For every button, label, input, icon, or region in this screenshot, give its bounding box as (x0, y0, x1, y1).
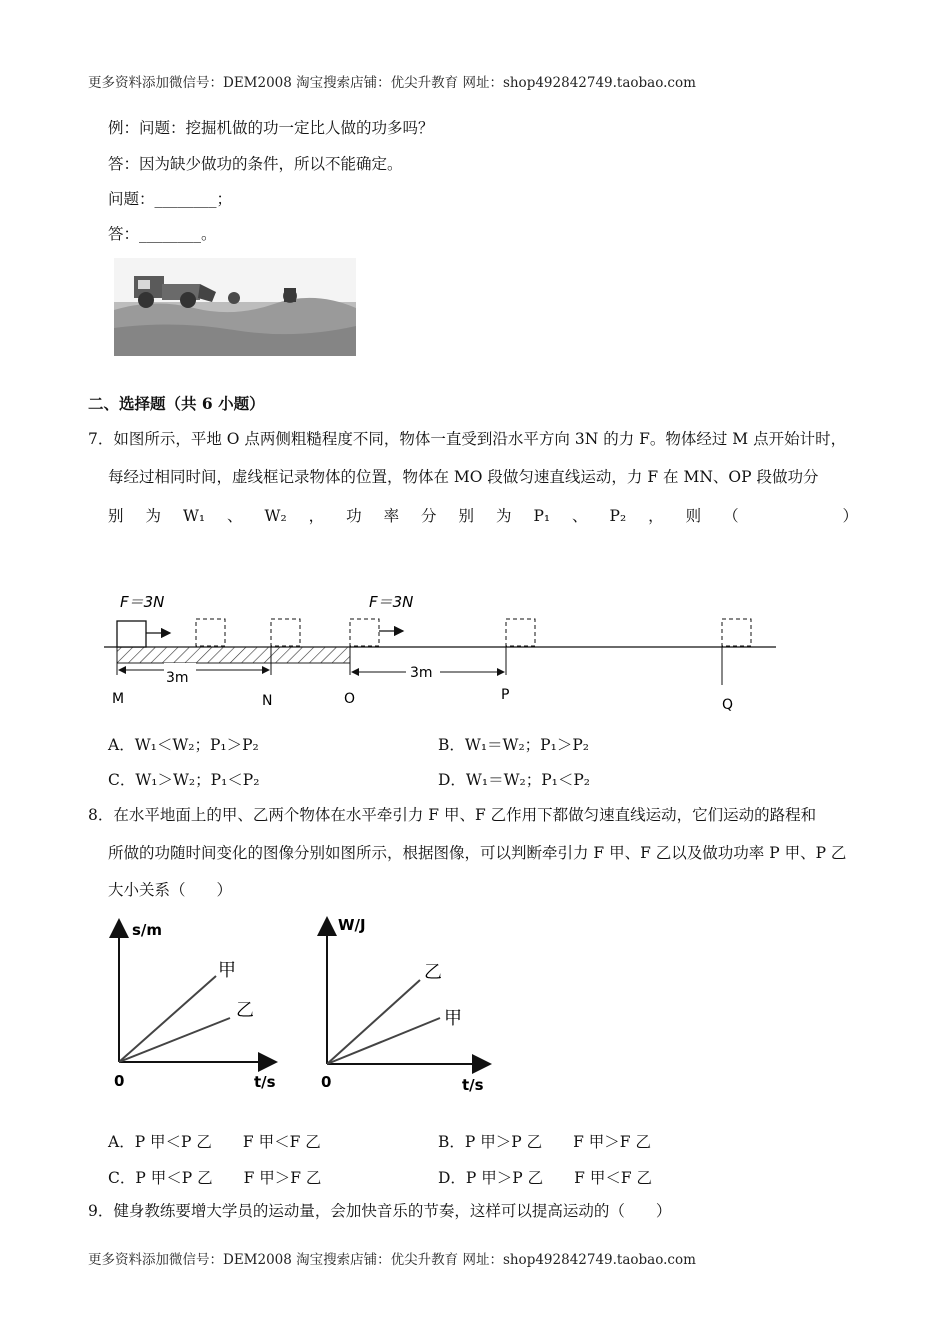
q8-line2: 所做的功随时间变化的图像分别如图所示，根据图像，可以判断牵引力 F 甲、F 乙以及做功功率 P 甲、P 乙 (108, 844, 847, 862)
q7-option-a[interactable]: A．W₁＜W₂；P₁＞P₂ (108, 736, 259, 754)
distance-label-2: 3m (410, 665, 433, 681)
rough-surface (117, 647, 350, 663)
q7-line2: 每经过相同时间，虚线框记录物体的位置，物体在 MO 段做匀速直线运动，力 F 在 MN、OP 段做功分 (108, 468, 819, 486)
force-label-2: F＝3N (369, 593, 414, 611)
dashed-box (271, 619, 300, 646)
point-Q: Q (722, 697, 734, 713)
xlabel: t/s (254, 1073, 276, 1091)
q8-option-a[interactable]: A．P 甲＜P 乙 F 甲＜F 乙 (108, 1133, 321, 1151)
q8-option-d[interactable]: D．P 甲＞P 乙 F 甲＜F 乙 (438, 1169, 653, 1187)
page-header: 更多资料添加微信号：DEM2008 淘宝搜索店铺：优尖升教育 网址：shop492842749.taobao.com (88, 75, 696, 91)
series-label-jia: 甲 (218, 960, 236, 981)
point-O: O (344, 691, 356, 707)
q8-graph-wt (312, 912, 502, 1094)
line-yi (119, 1018, 230, 1062)
series-label-jia: 甲 (444, 1008, 462, 1029)
q9-line1: 9．健身教练要增大学员的运动量，会加快音乐的节奏，这样可以提高运动的（ ） (88, 1202, 672, 1220)
example-question: 例：问题：挖掘机做的功一定比人做的功多吗？ (108, 119, 434, 137)
origin-label: 0 (321, 1073, 332, 1091)
point-M: M (112, 691, 125, 707)
q7-option-d[interactable]: D．W₁＝W₂；P₁＜P₂ (438, 771, 591, 789)
point-N: N (262, 693, 273, 709)
excavator-photo (114, 258, 356, 356)
section-title: 二、选择题（共 6 小题） (88, 394, 265, 413)
q8-line1: 8．在水平地面上的甲、乙两个物体在水平牵引力 F 甲、F 乙作用下都做匀速直线运动，它们运动的路程和 (88, 806, 817, 824)
dashed-box (506, 619, 535, 646)
example-answer: 答：因为缺少做功的条件，所以不能确定。 (108, 155, 403, 173)
q8-option-c[interactable]: C．P 甲＜P 乙 F 甲＞F 乙 (108, 1169, 322, 1187)
point-P: P (501, 687, 510, 703)
q7-line3: 别 为 W₁ 、 W₂ ， 功 率 分 别 为 P₁ 、 P₂ ， 则 （ ） (108, 507, 858, 525)
q8-line3: 大小关系（ ） (108, 881, 233, 899)
q7-line1: 7．如图所示，平地 O 点两侧粗糙程度不同，物体一直受到沿水平方向 3N 的力 F。物体经过 M 点开始计时， (88, 430, 847, 448)
origin-label: 0 (114, 1072, 125, 1090)
block (117, 621, 146, 647)
line-yi (327, 980, 420, 1064)
q7-option-b[interactable]: B．W₁＝W₂；P₁＞P₂ (438, 736, 589, 754)
line-jia (327, 1018, 440, 1064)
series-label-yi: 乙 (424, 962, 442, 983)
q8-option-b[interactable]: B．P 甲＞P 乙 F 甲＞F 乙 (438, 1133, 651, 1151)
force-label-1: F＝3N (120, 593, 165, 611)
dashed-box (196, 619, 225, 646)
blank-question: 问题：________； (108, 190, 233, 208)
q7-option-c[interactable]: C．W₁＞W₂；P₁＜P₂ (108, 771, 260, 789)
series-label-yi: 乙 (236, 1000, 254, 1021)
line-jia (119, 976, 216, 1062)
q7-figure (104, 585, 794, 715)
xlabel: t/s (462, 1076, 484, 1094)
dashed-box (350, 619, 379, 646)
ylabel: W/J (338, 916, 366, 934)
blank-answer: 答：________。 (108, 225, 217, 243)
dashed-box (722, 619, 751, 646)
q8-graph-st (104, 912, 294, 1094)
ylabel: s/m (132, 921, 163, 939)
distance-label-1: 3m (166, 670, 189, 686)
page-footer: 更多资料添加微信号：DEM2008 淘宝搜索店铺：优尖升教育 网址：shop492842749.taobao.com (88, 1252, 696, 1268)
